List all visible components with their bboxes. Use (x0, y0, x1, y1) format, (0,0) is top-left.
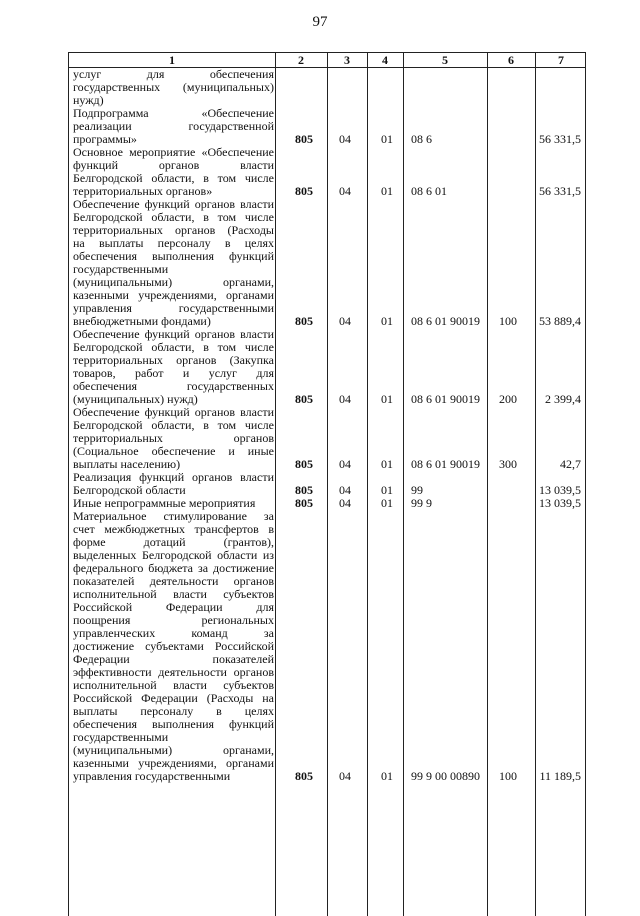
cell-c3: 04 (339, 457, 351, 471)
description-line: Основное мероприятие «Обеспечение (73, 145, 274, 159)
description-line: территориальных органов» (73, 184, 213, 198)
cell-c3: 04 (339, 496, 351, 510)
description-line: Иные непрограммные мероприятия (73, 496, 256, 510)
description-line: обеспечения государственных (73, 379, 274, 393)
description-line: казенными учреждениями, органами (73, 288, 274, 302)
cell-c5: 08 6 01 (411, 184, 447, 198)
description-line: Обеспечение функций органов власти (73, 197, 274, 211)
description-line: федерального бюджета за достижение (73, 561, 274, 575)
header-col-3: 3 (344, 53, 350, 67)
row-description (73, 146, 274, 198)
cell-c3: 04 (339, 314, 351, 328)
cell-c3: 04 (339, 769, 351, 783)
row-description (73, 198, 274, 328)
cell-c5: 08 6 01 90019 (411, 314, 480, 328)
description-line: территориальных органов (73, 431, 274, 445)
description-line: Белгородской области, в том числе (73, 340, 274, 354)
description-line: показателей деятельности органов (73, 574, 274, 588)
description-line: Белгородской области, в том числе (73, 171, 274, 185)
description-line: (муниципальными) органами, (73, 743, 274, 757)
description-line: услуг для обеспечения (73, 67, 274, 81)
cell-c3: 04 (339, 184, 351, 198)
description-line: Российской Федерации для (73, 600, 274, 614)
cell-c6: 100 (499, 314, 517, 328)
description-line: программы» (73, 132, 137, 146)
description-line: казенными учреждениями, органами (73, 756, 274, 770)
cell-c3: 04 (339, 483, 351, 497)
cell-c5: 08 6 01 90019 (411, 457, 480, 471)
description-line: поощрения региональных (73, 613, 274, 627)
description-line: достижение субъектами Российской (73, 639, 274, 653)
header-col-4: 4 (382, 53, 388, 67)
description-line: Обеспечение функций органов власти (73, 327, 274, 341)
cell-c2: 805 (295, 496, 313, 510)
cell-c5: 08 6 01 90019 (411, 392, 480, 406)
table-row (69, 328, 585, 406)
header-col-6: 6 (508, 53, 514, 67)
table-row (69, 406, 585, 471)
description-line: Белгородской области, в том числе (73, 418, 274, 432)
table-row (69, 471, 585, 497)
description-line: Белгородской области, в том числе (73, 210, 274, 224)
cell-c2: 805 (295, 184, 313, 198)
cell-c2: 805 (295, 132, 313, 146)
cell-c4: 01 (381, 314, 393, 328)
cell-c7: 53 889,4 (539, 314, 581, 328)
cell-c6: 300 (499, 457, 517, 471)
cell-c5: 99 (411, 483, 423, 497)
cell-c4: 01 (381, 457, 393, 471)
description-line: выплаты населению) (73, 457, 181, 471)
cell-c2: 805 (295, 392, 313, 406)
description-line: Российской Федерации (Расходы на (73, 691, 274, 705)
cell-c6: 200 (499, 392, 517, 406)
row-description (73, 68, 274, 107)
description-line: исполнительной власти субъектов (73, 587, 274, 601)
table-row (69, 68, 585, 107)
cell-c5: 99 9 00 00890 (411, 769, 480, 783)
description-line: государственными (73, 262, 169, 276)
description-line: обеспечения выполнения функций (73, 249, 274, 263)
cell-c4: 01 (381, 392, 393, 406)
cell-c2: 805 (295, 769, 313, 783)
description-line: внебюджетными фондами) (73, 314, 211, 328)
cell-c7: 2 399,4 (545, 392, 581, 406)
cell-c2: 805 (295, 314, 313, 328)
header-col-1: 1 (169, 53, 175, 67)
description-line: Материальное стимулирование за (73, 509, 274, 523)
row-description (73, 471, 274, 497)
header-col-5: 5 (442, 53, 448, 67)
description-line: (Социальное обеспечение и иные (73, 444, 274, 458)
description-line: эффективности деятельности органов (73, 665, 274, 679)
page-number: 97 (312, 14, 328, 30)
header-col-2: 2 (298, 53, 304, 67)
cell-c4: 01 (381, 184, 393, 198)
cell-c4: 01 (381, 769, 393, 783)
cell-c7: 42,7 (560, 457, 581, 471)
row-description (73, 107, 274, 146)
cell-c2: 805 (295, 483, 313, 497)
description-line: выплаты персоналу в целях (73, 704, 274, 718)
cell-c7: 13 039,5 (539, 496, 581, 510)
description-line: выделенных Белгородской области из (73, 548, 274, 562)
description-line: Подпрограмма «Обеспечение (73, 106, 274, 120)
table-row (69, 107, 585, 146)
cell-c2: 805 (295, 457, 313, 471)
table-row (69, 198, 585, 328)
cell-c7: 13 039,5 (539, 483, 581, 497)
cell-c4: 01 (381, 483, 393, 497)
cell-c3: 04 (339, 132, 351, 146)
description-line: исполнительной власти субъектов (73, 678, 274, 692)
cell-c7: 11 189,5 (539, 769, 581, 783)
description-line: товаров, работ и услуг для (73, 366, 274, 380)
description-line: Федерации показателей (73, 652, 274, 666)
cell-c6: 100 (499, 769, 517, 783)
description-line: на выплаты персоналу в целях (73, 236, 274, 250)
description-line: обеспечения выполнения функций (73, 717, 274, 731)
row-description (73, 406, 274, 471)
description-line: функций органов власти (73, 158, 274, 172)
row-description (73, 510, 274, 783)
cell-c7: 56 331,5 (539, 132, 581, 146)
description-line: (муниципальными) органами, (73, 275, 274, 289)
description-line: управления государственными (73, 769, 231, 783)
description-line: Белгородской области (73, 483, 186, 497)
description-line: государственными (73, 730, 169, 744)
row-description (73, 328, 274, 406)
cell-c4: 01 (381, 132, 393, 146)
cell-c5: 08 6 (411, 132, 432, 146)
cell-c3: 04 (339, 392, 351, 406)
description-line: Обеспечение функций органов власти (73, 405, 274, 419)
header-col-7: 7 (558, 53, 564, 67)
description-line: управления государственными (73, 301, 274, 315)
cell-c7: 56 331,5 (539, 184, 581, 198)
cell-c4: 01 (381, 496, 393, 510)
cell-c5: 99 9 (411, 496, 432, 510)
description-line: управленческих команд за (73, 626, 274, 640)
description-line: нужд) (73, 93, 104, 107)
description-line: территориальных органов (Закупка (73, 353, 274, 367)
description-line: реализации государственной (73, 119, 274, 133)
description-line: счет межбюджетных трансфертов в (73, 522, 274, 536)
description-line: форме дотаций (грантов), (73, 535, 274, 549)
description-line: территориальных органов (Расходы (73, 223, 274, 237)
description-line: Реализация функций органов власти (73, 470, 274, 484)
budget-table (68, 52, 586, 916)
table-row (69, 146, 585, 198)
description-line: государственных (муниципальных) (73, 80, 274, 94)
description-line: (муниципальных) нужд) (73, 392, 198, 406)
table-row (69, 510, 585, 783)
